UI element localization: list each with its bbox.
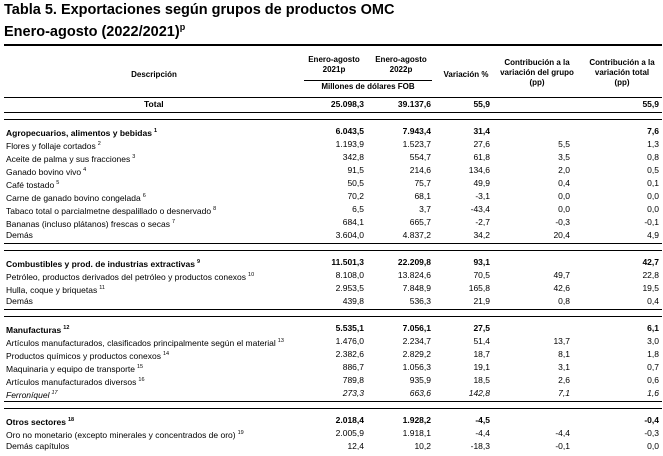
row-description: Manufacturas (6, 325, 62, 335)
header-contrib-grupo-line1: Contribución a la (504, 58, 570, 67)
footnote-ref: 18 (68, 417, 75, 423)
value-2022: 663,6 (409, 388, 431, 398)
contrib-total: -0,1 (644, 217, 659, 227)
footnote-ref: 19 (237, 430, 244, 436)
value-2022: 2.234,7 (402, 336, 431, 346)
value-2021: 2.382,6 (335, 349, 364, 359)
variation-pct: 27,6 (473, 139, 490, 149)
header-contrib-total-line3: (pp) (614, 78, 630, 87)
value-2021: 2.018,4 (335, 415, 364, 425)
contrib-group: 20,4 (553, 230, 570, 240)
row-description: Tabaco total o parcialmetne despalillado o desnervado (6, 206, 212, 216)
variation-pct: 18,5 (473, 375, 490, 385)
contrib-total: 4,9 (647, 230, 659, 240)
row-description: Agropecuarios, alimentos y bebidas (6, 128, 152, 138)
row-description: Oro no monetario (excepto minerales y concentrados de oro) (6, 430, 236, 440)
top-rule (4, 44, 662, 46)
footnote-ref: 11 (99, 285, 105, 291)
section-rule (4, 112, 662, 113)
variation-pct: 18,7 (473, 349, 490, 359)
footnote-ref: 15 (137, 364, 144, 370)
title-line: Tabla 5. Exportaciones según grupos de productos OMC (4, 2, 395, 18)
row-description: Demás (6, 296, 33, 306)
value-2022: 935,9 (409, 375, 431, 385)
value-2022: 1.056,3 (402, 362, 431, 372)
variation-pct: -3,1 (475, 191, 490, 201)
value-2022: 22.209,8 (397, 257, 431, 267)
contrib-group: 3,5 (558, 152, 570, 162)
contrib-group: 2,6 (558, 375, 570, 385)
header-contrib-grupo-line2: variación del grupo (500, 68, 574, 77)
row-description: Café tostado (6, 180, 55, 190)
value-2021: 5.535,1 (335, 323, 364, 333)
contrib-group: 3,1 (558, 362, 570, 372)
table-row (4, 177, 662, 190)
section-rule (4, 243, 662, 244)
row-description: Demás capítulos (6, 441, 70, 451)
value-2021: 3.604,0 (335, 230, 364, 240)
value-2021: 70,2 (347, 191, 364, 201)
contrib-total: 0,1 (647, 178, 659, 188)
variation-pct: 70,5 (473, 270, 490, 280)
contrib-total: 22,8 (642, 270, 659, 280)
contrib-total: 19,5 (642, 283, 659, 293)
value-2022: 7.056,1 (402, 323, 431, 333)
value-2021: 684,1 (342, 217, 364, 227)
table-row (4, 361, 662, 374)
row-description: Ganado bovino vivo (6, 167, 82, 177)
contrib-total: 0,0 (647, 204, 659, 214)
value-2021: 25.098,3 (330, 99, 364, 109)
table-row (4, 229, 662, 242)
table-row (4, 282, 662, 295)
row-description: Maquinaria y equipo de transporte (6, 364, 135, 374)
contrib-total: -0,4 (644, 415, 659, 425)
contrib-group: 0,0 (558, 191, 570, 201)
contrib-total: 0,7 (647, 362, 659, 372)
value-2022: 536,3 (409, 296, 431, 306)
header-col-2022 (369, 55, 433, 75)
contrib-total: 0,5 (647, 165, 659, 175)
variation-pct: 31,4 (473, 126, 490, 136)
contrib-group: -0,1 (555, 441, 570, 451)
value-2022: 1.523,7 (402, 139, 431, 149)
row-description: Flores y follaje cortados (6, 141, 96, 151)
value-2021: 1.476,0 (335, 336, 364, 346)
row-description: Artículos manufacturados, clasificados principalmente según el material (6, 338, 276, 348)
value-2021: 91,5 (347, 165, 364, 175)
value-2021: 273,3 (342, 388, 364, 398)
variation-pct: 142,8 (468, 388, 490, 398)
units-rule (304, 80, 432, 81)
footnote-ref: 12 (63, 325, 70, 331)
contrib-total: 3,0 (647, 336, 659, 346)
footnote-ref: 5 (56, 180, 60, 186)
contrib-group: 49,7 (553, 270, 570, 280)
section-rule (4, 316, 662, 317)
value-2022: 2.829,2 (402, 349, 431, 359)
contrib-group: 2,0 (558, 165, 570, 175)
contrib-total: 7,6 (647, 126, 659, 136)
header-col-2021-line1: Enero-agosto (308, 55, 360, 64)
row-description: Aceite de palma y sus fracciones (6, 154, 131, 164)
table-row (4, 440, 662, 453)
contrib-group: -0,3 (555, 217, 570, 227)
contrib-total: 0,8 (647, 152, 659, 162)
footnote-ref: 9 (196, 259, 201, 265)
row-description: Artículos manufacturados diversos (6, 377, 137, 387)
contrib-group: 0,0 (558, 204, 570, 214)
contrib-total: 55,9 (642, 99, 659, 109)
value-2021: 886,7 (342, 362, 364, 372)
value-2021: 6.043,5 (335, 126, 364, 136)
variation-pct: 49,9 (473, 178, 490, 188)
table-row (4, 203, 662, 216)
header-col-2022-line2: 2022p (389, 65, 413, 74)
variation-pct: 27,5 (473, 323, 490, 333)
footnote-ref: 7 (171, 219, 176, 225)
variation-pct: 21,9 (473, 296, 490, 306)
contrib-group: 0,4 (558, 178, 570, 188)
footnote-ref: 1 (153, 128, 158, 134)
footnote-ref: 16 (138, 377, 145, 383)
value-2022: 75,7 (414, 178, 431, 188)
table-row (4, 295, 662, 308)
table-row (4, 427, 662, 440)
row-description: Ferroníquel (6, 390, 50, 400)
table-row (4, 138, 662, 151)
section-rule (4, 250, 662, 251)
footnote-ref: 2 (97, 141, 101, 147)
table-row (4, 387, 662, 400)
contrib-total: -0,3 (644, 428, 659, 438)
value-2021: 2.005,9 (335, 428, 364, 438)
subtitle-line (4, 19, 394, 41)
value-2022: 10,2 (414, 441, 431, 451)
value-2021: 439,8 (342, 296, 364, 306)
contrib-total: 1,6 (647, 388, 659, 398)
value-2022: 214,6 (409, 165, 431, 175)
value-2022: 665,7 (409, 217, 431, 227)
variation-pct: 34,2 (473, 230, 490, 240)
value-2022: 554,7 (409, 152, 431, 162)
value-2022: 3,7 (419, 204, 431, 214)
footnote-ref: 14 (162, 351, 170, 357)
variation-pct: 55,9 (473, 99, 490, 109)
variation-pct: -4,5 (475, 415, 490, 425)
row-description: Productos químicos y productos conexos (6, 351, 161, 361)
group-row (4, 322, 662, 335)
value-2022: 13.824,6 (397, 270, 431, 280)
value-2021: 342,8 (342, 152, 364, 162)
value-2021: 12,4 (347, 441, 364, 451)
value-2021: 50,5 (347, 178, 364, 188)
value-2022: 4.837,2 (402, 230, 431, 240)
table-row (4, 335, 662, 348)
value-2021: 789,8 (342, 375, 364, 385)
value-2022: 1.918,1 (402, 428, 431, 438)
row-description: Otros sectores (6, 417, 66, 427)
variation-pct: -2,7 (475, 217, 490, 227)
table-row (4, 374, 662, 387)
group-row (4, 256, 662, 269)
header-contrib-total (582, 58, 662, 88)
row-description: Hulla, coque y briquetas (6, 285, 98, 295)
value-2022: 1.928,2 (402, 415, 431, 425)
footnote-ref: 17 (51, 390, 58, 396)
header-units: Millones de dólares FOB (321, 82, 415, 91)
value-2021: 11.501,3 (331, 257, 364, 267)
row-description: Demás (6, 230, 33, 240)
header-col-2022-line1: Enero-agosto (375, 55, 427, 64)
row-description: Total (144, 99, 164, 109)
header-descripcion: Descripción (131, 70, 177, 79)
contrib-total: 1,3 (647, 139, 659, 149)
variation-pct: -43,4 (470, 204, 490, 214)
variation-pct: -18,3 (470, 441, 490, 451)
contrib-total: 0,0 (647, 441, 659, 451)
value-2021: 6,5 (352, 204, 364, 214)
section-rule (4, 408, 662, 409)
header-contrib-grupo-line3: (pp) (529, 78, 545, 87)
value-2021: 8.108,0 (335, 270, 364, 280)
value-2021: 1.193,9 (335, 139, 364, 149)
row-description: Bananas (incluso plátanos) frescas o secas (6, 219, 170, 229)
table-title (4, 2, 394, 41)
footnote-ref: 10 (248, 272, 255, 278)
variation-pct: 19,1 (473, 362, 490, 372)
header-col-2021 (304, 55, 364, 75)
variation-pct: 134,6 (468, 165, 490, 175)
header-col-2021-line2: 2021p (322, 65, 346, 74)
row-description: Petróleo, productos derivados del petróleo y productos conexos (6, 272, 247, 282)
header-contrib-total-line1: Contribución a la (589, 58, 655, 67)
contrib-group: 13,7 (553, 336, 570, 346)
footnote-ref: 4 (83, 167, 87, 173)
subtitle-text: Enero-agosto (2022/2021) (4, 23, 180, 40)
value-2022: 39.137,6 (397, 99, 431, 109)
value-2021: 2.953,5 (335, 283, 364, 293)
subtitle-superscript: p (179, 22, 186, 32)
header-variacion: Variación % (443, 70, 489, 79)
variation-pct: 93,1 (473, 257, 490, 267)
contrib-group: 5,5 (558, 139, 570, 149)
contrib-total: 0,0 (647, 191, 659, 201)
section-rule (4, 401, 662, 402)
row-description: Carne de ganado bovino congelada (6, 193, 141, 203)
contrib-group: 42,6 (553, 283, 570, 293)
variation-pct: -4,4 (475, 428, 490, 438)
contrib-total: 6,1 (647, 323, 659, 333)
contrib-total: 42,7 (642, 257, 659, 267)
table-row (4, 164, 662, 177)
footnote-ref: 3 (132, 154, 136, 160)
value-2022: 7.848,9 (402, 283, 431, 293)
value-2022: 68,1 (414, 191, 431, 201)
variation-pct: 61,8 (473, 152, 490, 162)
group-row (4, 98, 662, 111)
footnote-ref: 13 (277, 338, 284, 344)
group-row (4, 125, 662, 138)
contrib-total: 0,6 (647, 375, 659, 385)
header-contrib-grupo (497, 58, 577, 88)
header-contrib-total-line2: variación total (594, 68, 650, 77)
table-row (4, 216, 662, 229)
row-description: Combustibles y prod. de industrias extractivas (6, 259, 195, 269)
footnote-ref: 8 (213, 206, 217, 212)
variation-pct: 165,8 (468, 283, 490, 293)
table-row (4, 190, 662, 203)
contrib-total: 1,8 (647, 349, 659, 359)
contrib-total: 0,4 (647, 296, 659, 306)
contrib-group: 8,1 (558, 349, 570, 359)
contrib-group: 0,8 (558, 296, 570, 306)
table-row (4, 269, 662, 282)
contrib-group: -4,4 (555, 428, 570, 438)
table-row (4, 348, 662, 361)
section-rule (4, 309, 662, 310)
section-rule (4, 119, 662, 120)
contrib-group: 7,1 (558, 388, 570, 398)
table-row (4, 151, 662, 164)
row-description-wrap (6, 387, 58, 402)
footnote-ref: 6 (142, 193, 146, 199)
value-2022: 7.943,4 (402, 126, 431, 136)
group-row (4, 414, 662, 427)
variation-pct: 51,4 (473, 336, 490, 346)
